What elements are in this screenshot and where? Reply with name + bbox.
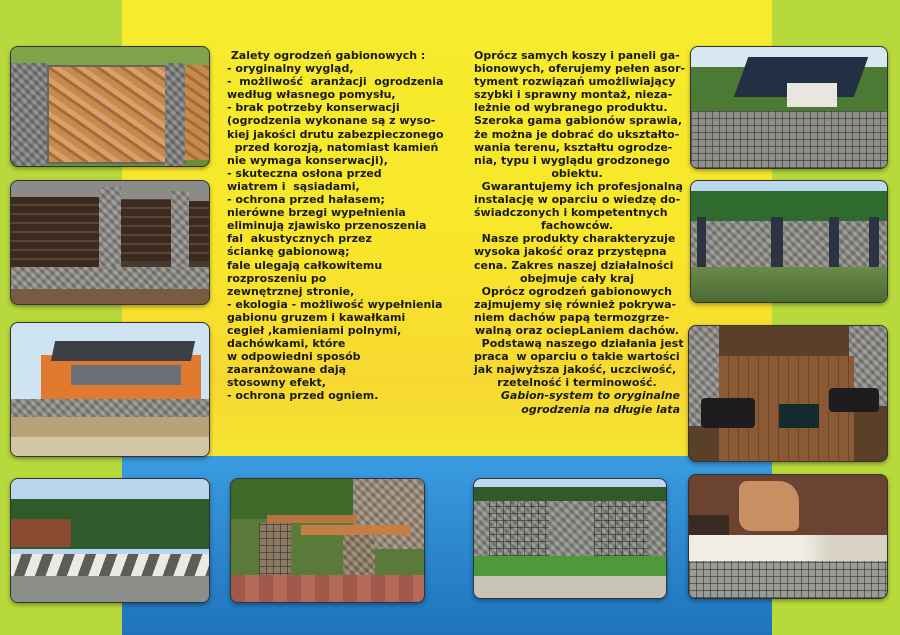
offer-line: jak najwyższa jakość, uczciwość, — [474, 363, 677, 377]
advantages-line: zewnętrznej stronie, — [227, 284, 355, 298]
offer-line: szybki i sprawny montaż, nieza- — [474, 88, 673, 102]
gabion-wall-with-wood-photo — [10, 46, 210, 167]
advantages-line: gabionu gruzem i kawałkami — [227, 310, 406, 324]
gabion-pond-wall-photo — [690, 180, 888, 303]
offer-line: wania terenu, kształtu ogrodze- — [474, 140, 673, 154]
advantages-line: przed korozją, natomiast kamień — [227, 140, 439, 154]
advantages-line: według własnego pomysłu, — [227, 88, 396, 102]
advantages-line: - ochrona przed hałasem; — [227, 193, 385, 207]
offer-line: Gwarantujemy ich profesjonalną — [474, 179, 683, 193]
advantages-line: zaaranżowane dają — [227, 363, 347, 377]
advantages-line: cegieł ,kamieniami polnymi, — [227, 323, 402, 337]
offer-line: obiektu. — [551, 166, 603, 180]
advantages-line: - skuteczna osłona przed — [227, 166, 382, 180]
offer-line: tyment rozwiązań umożliwiający — [474, 75, 676, 89]
advantages-text — [227, 49, 447, 403]
offer-line: instalację w oparciu o wiedzę do- — [474, 193, 681, 207]
offer-line: Oprócz ogrodzeń gabionowych — [474, 284, 672, 298]
gabion-terrace-photo — [688, 325, 888, 462]
offer-line: bionowych, oferujemy pełen asor- — [474, 62, 686, 76]
advantages-line: stosowny efekt, — [227, 376, 326, 390]
advantages-line: wiatrem i sąsiadami, — [227, 179, 360, 193]
offer-line: zajmujemy się również pokrywa- — [474, 297, 677, 311]
slogan-line: ogrodzenia na długie lata — [521, 402, 680, 416]
advantages-line: fal akustycznych przez — [227, 232, 372, 246]
offer-line: Nasze produkty charakteryzuje — [474, 232, 676, 246]
advantages-line: fale ulegają całkowitemu — [227, 258, 383, 272]
advantages-line: - ekologia - możliwość wypełnienia — [227, 297, 443, 311]
offer-line: Szeroka gama gabionów sprawia, — [474, 114, 683, 128]
advantages-line: - ochrona przed ogniem. — [227, 389, 379, 403]
advantages-line: - możliwość aranżacji ogrodzenia — [227, 75, 444, 89]
advantages-line: eliminują zjawisko przenoszenia — [227, 219, 427, 233]
gabion-table-and-bench-photo — [230, 478, 425, 603]
bottom-blue-band — [122, 456, 772, 635]
offer-line: wysoka jakość oraz przystępna — [474, 245, 667, 259]
advantages-line: ściankę gabionową; — [227, 245, 350, 259]
gabion-fence-with-wooden-panels-photo — [10, 180, 210, 305]
offer-line: że można je dobrać do ukształto- — [474, 127, 680, 141]
offer-line: obejmuje cały kraj — [520, 271, 634, 285]
advantages-line: nie wymaga konserwacji), — [227, 153, 388, 167]
stone-garden-gabion-photo — [688, 474, 888, 599]
advantages-line: Zalety ogrodzeń gabionowych : — [227, 49, 426, 62]
offer-line: Oprócz samych koszy i paneli ga- — [474, 49, 680, 62]
decorative-gabion-wall-photo — [10, 478, 210, 603]
offer-line: Podstawą naszego działania jest — [474, 337, 684, 351]
house-with-gabion-fence-photo — [10, 322, 210, 457]
advantages-line: nierówne brzegi wypełnienia — [227, 206, 406, 220]
gabion-fence-panels-photo — [473, 478, 667, 599]
offer-line: walną oraz ociepLaniem dachów. — [475, 323, 679, 337]
offer-line: świadczonych i kompetentnych — [474, 206, 668, 220]
offer-line: cena. Zakres naszej działalności — [474, 258, 674, 272]
offer-line: fachowców. — [541, 219, 613, 233]
offer-line: nia, typu i wyglądu grodzonego — [474, 153, 670, 167]
slogan-line: Gabion-system to oryginalne — [500, 389, 680, 403]
offer-line: praca w oparciu o takie wartości — [474, 350, 680, 364]
advantages-line: - brak potrzeby konserwacji — [227, 101, 400, 115]
advantages-line: rozproszeniu po — [227, 271, 327, 285]
advantages-line: - oryginalny wygląd, — [227, 62, 354, 76]
offer-line: niem dachów papą termozgrze- — [474, 310, 670, 324]
offer-text — [474, 49, 686, 416]
offer-line: leżnie od wybranego produktu. — [474, 101, 668, 115]
advantages-line: dachówkami, które — [227, 337, 346, 351]
advantages-line: kiej jakości drutu zabezpieczonego — [227, 127, 444, 141]
house-on-gabion-wall-photo — [690, 46, 888, 169]
offer-line: rzetelność i terminowość. — [497, 376, 657, 390]
advantages-line: (ogrodzenia wykonane są z wyso- — [227, 114, 436, 128]
advantages-line: w odpowiedni sposób — [227, 350, 361, 364]
